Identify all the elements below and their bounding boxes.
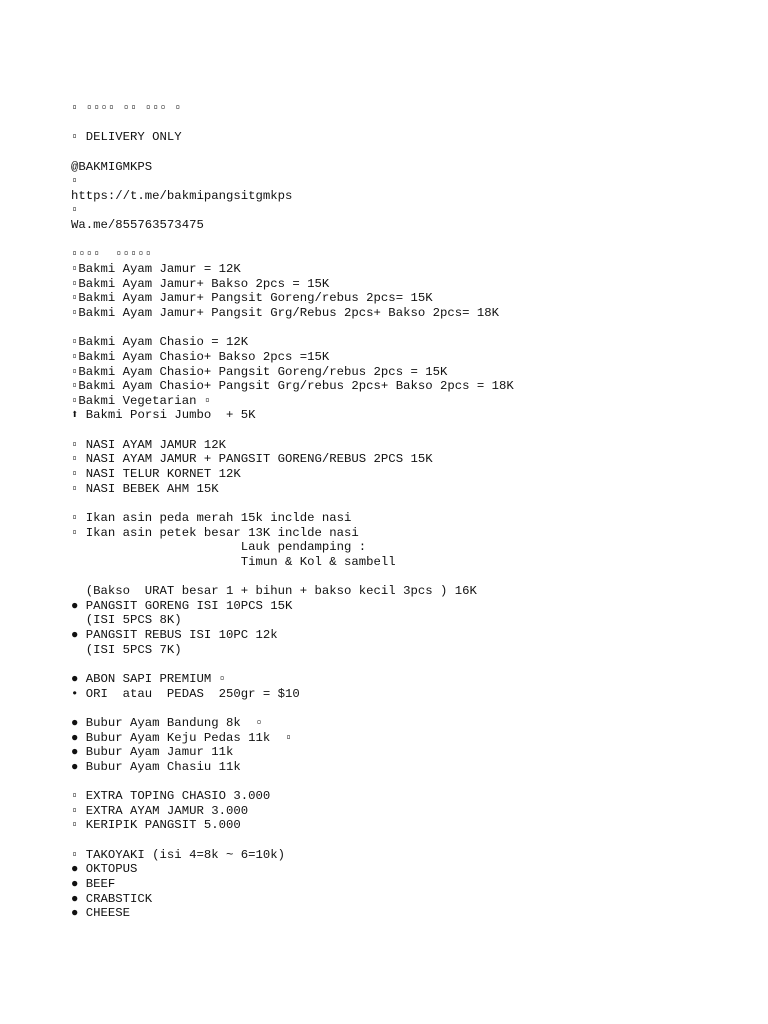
text-line: ● Bubur Ayam Chasiu 11k [71, 759, 241, 774]
text-line: ▫Bakmi Vegetarian ▫ [71, 393, 212, 408]
blank-line [71, 701, 751, 716]
text-line: https://t.me/bakmipangsitgmkps [71, 188, 293, 203]
text-line: ● OKTOPUS [71, 862, 138, 877]
text-line: ● PANGSIT GORENG ISI 10PCS 15K [71, 598, 293, 613]
blank-line [71, 657, 751, 672]
text-line: ▫ EXTRA AYAM JAMUR 3.000 [71, 803, 249, 818]
text-line: (ISI 5PCS 7K) [71, 642, 182, 657]
blank-line [71, 321, 751, 336]
text-line: ● CRABSTICK [71, 891, 153, 906]
text-line: ▫ [71, 203, 79, 218]
text-line: ▫ NASI BEBEK AHM 15K [71, 481, 219, 496]
blank-line [71, 145, 751, 160]
document-body [71, 101, 751, 921]
text-line: ● PANGSIT REBUS ISI 10PC 12k [71, 628, 278, 643]
blank-line [71, 570, 751, 585]
text-line: ▫Bakmi Ayam Chasio+ Pangsit Goreng/rebus 2pcs = 15K [71, 364, 448, 379]
text-line: ▫Bakmi Ayam Jamur+ Bakso 2pcs = 15K [71, 276, 330, 291]
blank-line [71, 496, 751, 511]
text-line: ▫Bakmi Ayam Jamur+ Pangsit Grg/Rebus 2pcs+ Bakso 2pcs= 18K [71, 305, 500, 320]
text-line: @BAKMIGMKPS [71, 159, 153, 174]
text-line: ⬆ Bakmi Porsi Jumbo + 5K [71, 408, 256, 423]
text-line: Timun & Kol & sambell [71, 554, 396, 569]
text-line: ▫ KERIPIK PANGSIT 5.000 [71, 818, 241, 833]
text-line: ▫ ▫▫▫▫ ▫▫ ▫▫▫ ▫ [71, 101, 182, 115]
text-line: ▫▫▫▫ ▫▫▫▫▫ [71, 247, 153, 262]
text-line: ▫ NASI TELUR KORNET 12K [71, 467, 241, 482]
text-line: ● ABON SAPI PREMIUM ▫ [71, 671, 226, 686]
text-line: ● Bubur Ayam Keju Pedas 11k ▫ [71, 730, 293, 745]
text-line: ● Bubur Ayam Bandung 8k ▫ [71, 715, 263, 730]
text-line: (ISI 5PCS 8K) [71, 613, 182, 628]
text-line: ▫ Ikan asin peda merah 15k inclde nasi [71, 510, 352, 525]
text-line: ▫ NASI AYAM JAMUR + PANGSIT GORENG/REBUS 2PCS 15K [71, 452, 433, 467]
blank-line [71, 233, 751, 248]
text-line: Wa.me/855763573475 [71, 218, 204, 233]
text-line: ▫ DELIVERY ONLY [71, 130, 182, 145]
text-line: ● Bubur Ayam Jamur 11k [71, 745, 234, 760]
blank-line [71, 423, 751, 438]
text-line: ▫Bakmi Ayam Chasio+ Pangsit Grg/rebus 2pcs+ Bakso 2pcs = 18K [71, 379, 514, 394]
text-line: ▫ TAKOYAKI (isi 4=8k ~ 6=10k) [71, 847, 286, 862]
text-line: ▫Bakmi Ayam Chasio = 12K [71, 335, 249, 350]
text-line: ● CHEESE [71, 906, 131, 921]
blank-line [71, 116, 751, 131]
text-line: ● BEEF [71, 876, 116, 891]
text-line: ▫Bakmi Ayam Jamur = 12K [71, 262, 241, 277]
text-line: ▫Bakmi Ayam Jamur+ Pangsit Goreng/rebus 2pcs= 15K [71, 291, 433, 306]
text-line: (Bakso URAT besar 1 + bihun + bakso kecil 3pcs ) 16K [71, 584, 477, 599]
text-line: • ORI atau PEDAS 250gr = $10 [71, 686, 300, 701]
text-line: ▫ Ikan asin petek besar 13K inclde nasi [71, 525, 359, 540]
blank-line [71, 774, 751, 789]
text-line: Lauk pendamping : [71, 540, 367, 555]
text-line: ▫ NASI AYAM JAMUR 12K [71, 437, 226, 452]
blank-line [71, 833, 751, 848]
text-line: ▫ EXTRA TOPING CHASIO 3.000 [71, 789, 271, 804]
text-line: ▫Bakmi Ayam Chasio+ Bakso 2pcs =15K [71, 349, 330, 364]
text-line: ▫ [71, 174, 79, 189]
